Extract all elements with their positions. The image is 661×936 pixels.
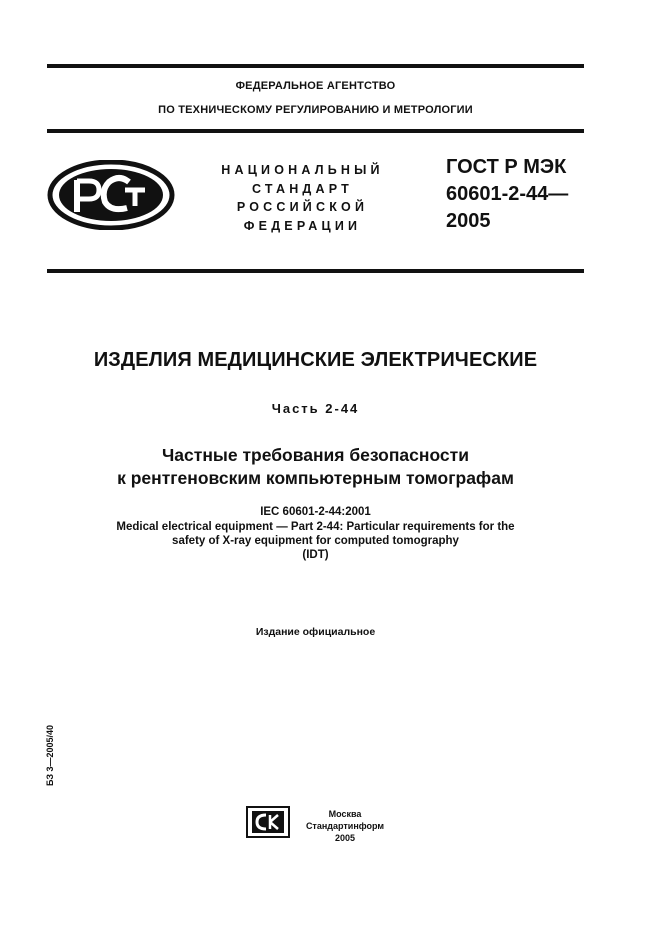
publisher-name: Стандартинформ	[305, 821, 385, 831]
agency-line-2: ПО ТЕХНИЧЕСКОМУ РЕГУЛИРОВАНИЮ И МЕТРОЛОГИИ	[158, 104, 473, 116]
subtitle-line-1: Частные требования безопасности	[162, 445, 469, 465]
standartinform-logo-icon	[246, 806, 290, 838]
english-title	[47, 520, 584, 562]
gost-r-emblem-icon	[47, 160, 175, 230]
part-label: Часть 2-44	[271, 401, 360, 416]
document-subtitle	[47, 444, 584, 490]
publisher-city: Москва	[328, 809, 362, 819]
gost-designation	[446, 154, 586, 235]
gost-line-1: ГОСТ Р МЭК	[446, 156, 567, 178]
top-rule	[47, 64, 584, 68]
subtitle-line-2: к рентгеновским компьютерным томографам	[117, 468, 514, 488]
national-line-4: ФЕДЕРАЦИИ	[243, 218, 362, 233]
national-line-1: НАЦИОНАЛЬНЫЙ	[221, 163, 384, 177]
national-standard-text	[205, 161, 400, 235]
side-code: БЗ 3—2005/40	[45, 724, 55, 786]
gost-line-3: 2005	[446, 210, 491, 232]
english-line-3: (IDT)	[302, 549, 329, 561]
header-rule	[47, 129, 584, 133]
agency-line-1: ФЕДЕРАЛЬНОЕ АГЕНТСТВО	[235, 80, 396, 92]
iec-reference: IEC 60601-2-44:2001	[260, 506, 371, 518]
english-line-2: safety of X-ray equipment for computed tomography	[172, 535, 459, 547]
edition-label: Издание официальное	[255, 626, 376, 638]
national-line-2: СТАНДАРТ	[252, 181, 353, 196]
publisher-info	[300, 808, 390, 844]
block-rule	[47, 269, 584, 273]
national-line-3: РОССИЙСКОЙ	[236, 200, 369, 214]
document-title: ИЗДЕЛИЯ МЕДИЦИНСКИЕ ЭЛЕКТРИЧЕСКИЕ	[93, 349, 538, 371]
english-line-1: Medical electrical equipment — Part 2-44: Particular requirements for the	[116, 521, 515, 533]
publisher-year: 2005	[334, 833, 356, 843]
gost-line-2: 60601-2-44—	[446, 183, 569, 205]
